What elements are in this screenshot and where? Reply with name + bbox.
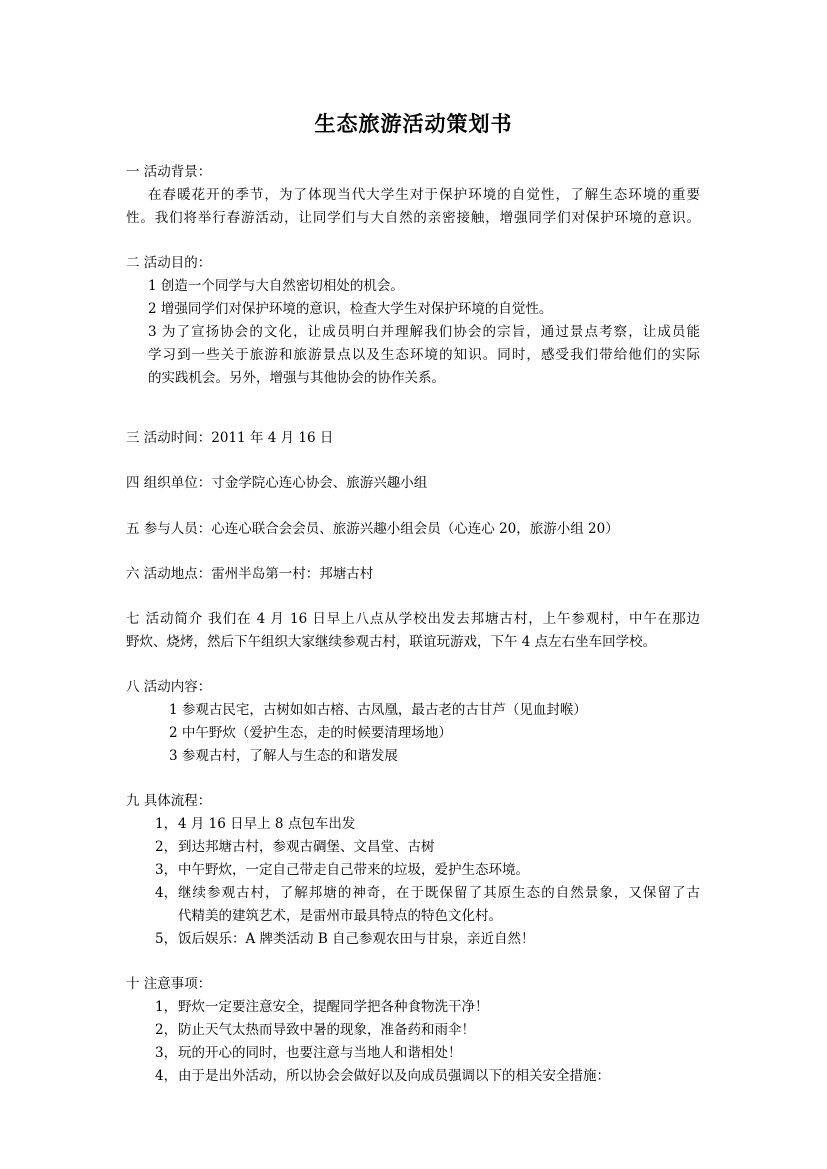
section-10-item-3-number: 3，	[155, 1045, 178, 1061]
section-1-paragraph-line-1: 在春暖花开的季节，为了体现当代大学生对于保护环境的自觉性，了解生态环境的重要	[148, 187, 700, 203]
section-6-location: 六 活动地点：雷州半岛第一村：邦塘古村	[126, 566, 374, 582]
section-5-participants: 五 参与人员：心连心联合会会员、旅游兴趣小组会员（心连心 20，旅游小组 20）	[126, 521, 619, 537]
section-9-item-5: 饭后娱乐：A 牌类活动 B 自己参观农田与甘泉，亲近自然！	[178, 931, 535, 947]
section-9-item-2: 到达邦塘古村，参观古碉堡、文昌堂、古树	[178, 839, 435, 855]
section-10-item-4: 由于是出外活动，所以协会会做好以及向成员强调以下的相关安全措施：	[178, 1068, 610, 1084]
section-2-item-1: 1 创造一个同学与大自然密切相处的机会。	[148, 278, 404, 294]
section-2-item-3-line-2: 学习到一些关于旅游和旅游景点以及生态环境的知识。同时，感受我们带给他们的实际	[148, 347, 700, 363]
section-10-item-2: 防止天气太热而导致中暑的现象，准备药和雨伞！	[178, 1022, 475, 1038]
section-9-heading: 九 具体流程：	[126, 793, 212, 809]
section-9-item-1-number: 1，	[155, 816, 178, 832]
section-4-organizer: 四 组织单位：寸金学院心连心协会、旅游兴趣小组	[126, 475, 428, 491]
section-10-heading: 十 注意事项：	[126, 976, 212, 992]
section-9-item-1: 4 月 16 日早上 8 点包车出发	[178, 816, 356, 832]
section-8-item-2: 2 中午野炊（爱护生态，走的时候要清理场地）	[169, 725, 452, 741]
section-8-heading: 八 活动内容：	[126, 679, 212, 695]
section-10-item-1: 野炊一定要注意安全，提醒同学把各种食物洗干净！	[178, 999, 489, 1015]
section-1-paragraph-line-2: 性。我们将举行春游活动，让同学们与大自然的亲密接触，增强同学们对保护环境的意识。	[126, 210, 700, 226]
section-3-activity-time: 三 活动时间：2011 年 4 月 16 日	[126, 430, 334, 446]
section-2-item-3-line-3: 的实践机会。另外，增强与其他协会的协作关系。	[148, 370, 445, 386]
section-7-summary-line-2: 野炊、烧烤，然后下午组织大家继续参观古村，联谊玩游戏，下午 4 点左右坐车回学校。	[126, 634, 657, 650]
section-9-item-2-number: 2，	[155, 839, 178, 855]
section-10-item-1-number: 1，	[155, 999, 178, 1015]
section-9-item-5-number: 5，	[155, 931, 178, 947]
document-title: 生态旅游活动策划书	[314, 111, 513, 136]
section-1-heading: 一 活动背景：	[126, 164, 212, 180]
section-2-item-2: 2 增强同学们对保护环境的意识，检查大学生对保护环境的自觉性。	[148, 301, 553, 317]
section-9-item-3: 中午野炊，一定自己带走自己带来的垃圾，爱护生态环境。	[178, 862, 529, 878]
section-9-item-4-line-1: 继续参观古村，了解邦塘的神奇，在于既保留了其原生态的自然景象，又保留了古	[178, 885, 700, 901]
section-8-item-3: 3 参观古村，了解人与生态的和谐发展	[169, 748, 398, 764]
section-9-item-4-line-2: 代精美的建筑艺术，是雷州市最具特点的特色文化村。	[178, 908, 502, 924]
section-10-item-2-number: 2，	[155, 1022, 178, 1038]
section-10-item-3: 玩的开心的同时，也要注意与当地人和谐相处！	[178, 1045, 462, 1061]
section-2-item-3-line-1: 3 为了宣扬协会的文化，让成员明白并理解我们协会的宗旨，通过景点考察，让成员能	[148, 324, 700, 340]
section-10-item-4-number: 4，	[155, 1068, 178, 1084]
section-9-item-3-number: 3，	[155, 862, 178, 878]
section-7-summary-line-1: 七 活动简介 我们在 4 月 16 日早上八点从学校出发去邦塘古村，上午参观村，中午在那边	[126, 611, 700, 627]
section-2-heading: 二 活动目的：	[126, 255, 212, 271]
section-9-item-4-number: 4，	[155, 885, 178, 901]
section-8-item-1: 1 参观古民宅，古树如如古榕、古凤凰，最古老的古甘芦（见血封喉）	[169, 702, 587, 718]
